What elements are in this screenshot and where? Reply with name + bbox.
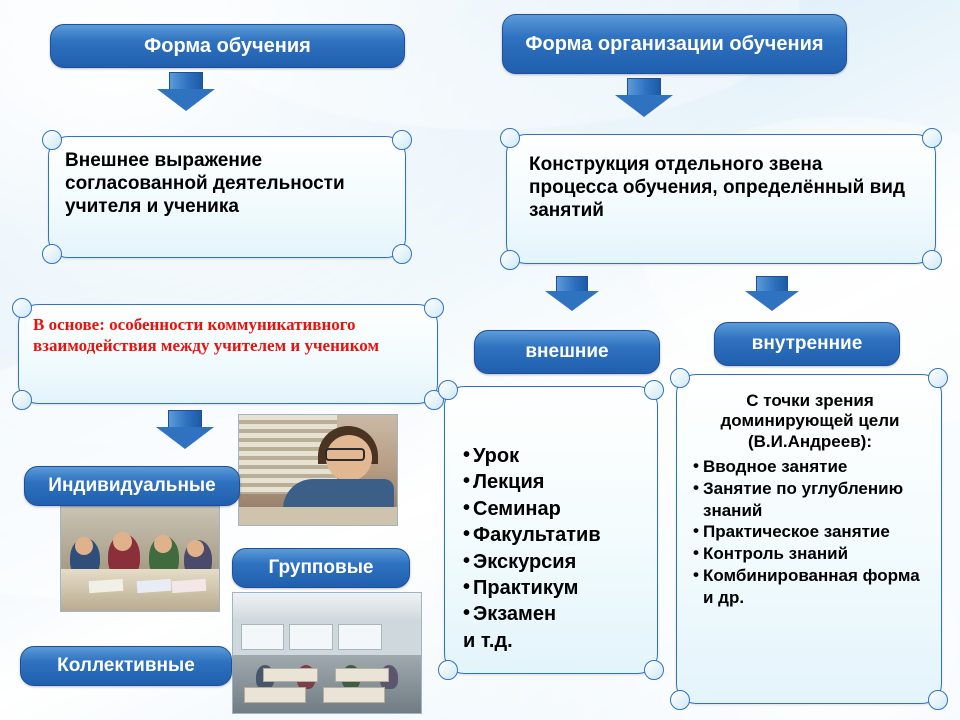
title-box-form-of-education (50, 24, 405, 68)
scroll-basis-note (18, 304, 438, 404)
list-item: • Занятие по углублению знаний (693, 478, 927, 522)
scroll-definition-left (48, 136, 406, 258)
scroll-body (677, 375, 941, 703)
list-item: • Экскурсия (463, 549, 643, 575)
form-box-individual (24, 466, 240, 506)
list-item: • Практикум (463, 575, 643, 601)
list-item: • Лекция (463, 469, 643, 495)
title-left-label: Форма обучения (144, 34, 311, 57)
list-item: • Урок (463, 443, 643, 469)
internal-forms-heading: С точки зрения доминирующей цели (В.И.Андреев): (720, 391, 900, 451)
scroll-body (507, 135, 935, 263)
list-item-tail: и т.д. (463, 629, 513, 652)
title-right-label: Форма организации обучения (525, 32, 824, 55)
scroll-body (19, 305, 437, 403)
photo-group-work (60, 506, 220, 612)
list-item: • Экзамен (463, 601, 643, 627)
list-item: • Семинар (463, 496, 643, 522)
internal-forms-list (693, 456, 927, 608)
kind-box-external (474, 330, 660, 374)
kind-label-external: внешние (525, 341, 609, 363)
form-box-group (232, 548, 410, 588)
scroll-body (445, 387, 657, 673)
definition-right-text: Конструкция отдельного звена процесса обучения, определённый вид занятий (529, 154, 906, 222)
form-label-individual: Индивидуальные (48, 475, 216, 497)
list-item: • Контроль знаний (693, 543, 927, 565)
list-item: • Вводное занятие (693, 456, 927, 478)
photo-classroom (232, 592, 422, 714)
form-label-collective: Коллективные (57, 655, 195, 677)
kind-label-internal: внутренние (751, 333, 863, 355)
scroll-external-forms (444, 386, 658, 674)
basis-note-text: В основе: особенности коммуникативного взаимодействия между учителем и учеником (33, 315, 380, 355)
list-item: • Практическое занятие (693, 521, 927, 543)
form-box-collective (20, 646, 232, 686)
external-forms-list (463, 443, 643, 654)
scroll-definition-right (506, 134, 936, 264)
scroll-body (49, 137, 405, 257)
photo-teacher-at-window (238, 414, 398, 526)
scroll-internal-forms (676, 374, 942, 704)
list-item: • Комбинированная форма и др. (693, 565, 927, 609)
definition-left-text: Внешнее выражение согласованной деятельности учителя и ученика (65, 150, 345, 218)
title-box-form-of-organization (502, 14, 847, 74)
form-label-group: Групповые (268, 557, 374, 579)
kind-box-internal (714, 322, 900, 366)
list-item: • Факультатив (463, 522, 643, 548)
